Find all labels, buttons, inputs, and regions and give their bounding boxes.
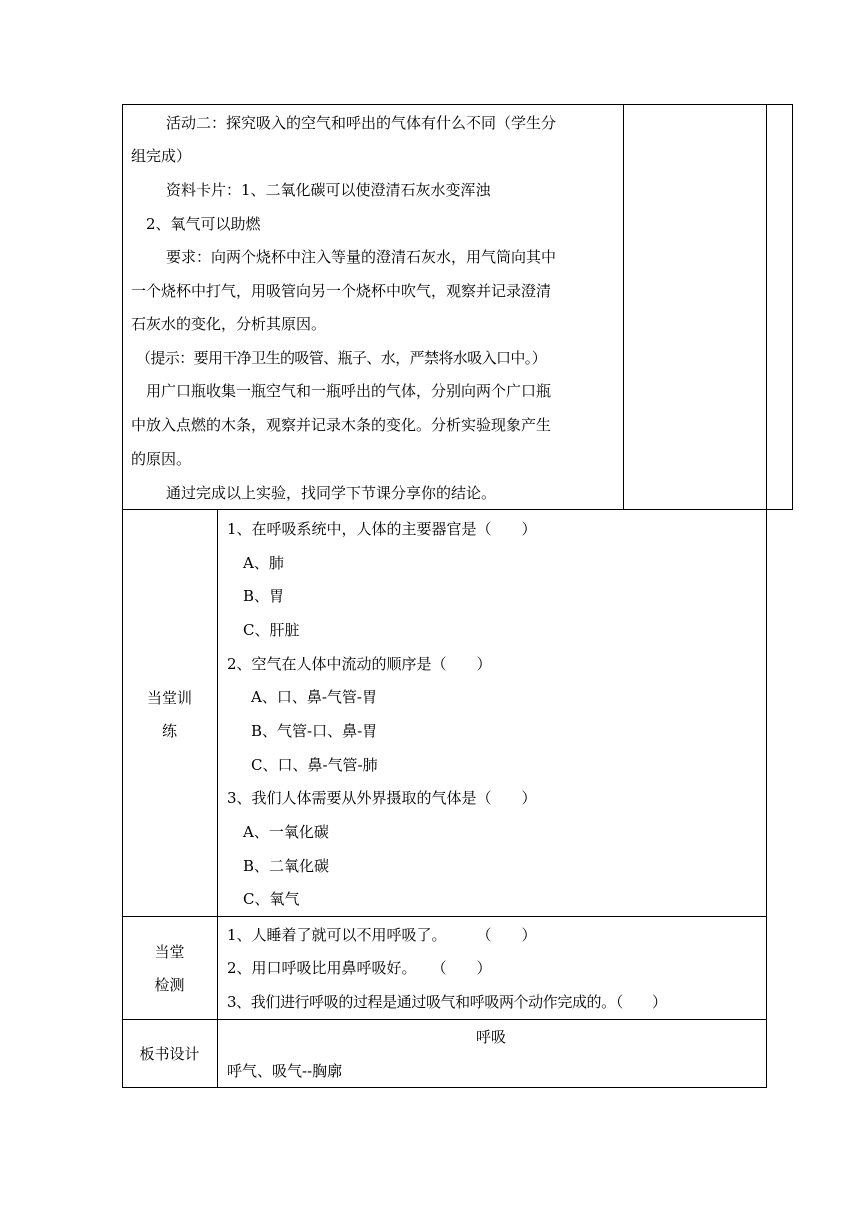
detection-question: 2、用口呼吸比用鼻呼吸好。 （ ）	[227, 959, 492, 977]
activity-line: 组完成）	[131, 147, 192, 165]
training-option: A、一氧化碳	[243, 823, 329, 841]
training-option: C、氧气	[243, 890, 300, 908]
training-option: B、气管-口、鼻-胃	[251, 722, 378, 740]
training-label-line1: 当堂训	[146, 689, 192, 707]
training-question: 1、在呼吸系统中，人体的主要器官是（ ）	[227, 520, 537, 538]
activity-line: （提示：要用干净卫生的吸管、瓶子、水，严禁将水吸入口中。）	[136, 349, 547, 367]
activity-line: 通过完成以上实验，找同学下节课分享你的结论。	[166, 484, 497, 502]
activity-divider-2	[766, 104, 767, 510]
row-divider-2	[122, 1019, 767, 1020]
activity-line: 资料卡片：1、二氧化碳可以使澄清石灰水变浑浊	[166, 181, 491, 199]
detection-label-line2: 检测	[154, 976, 185, 994]
training-option: B、胃	[243, 587, 285, 605]
activity-line: 的原因。	[131, 450, 192, 468]
training-label-line2: 练	[161, 722, 177, 740]
row-divider-1	[122, 916, 767, 917]
training-option: C、口、鼻-气管-肺	[251, 756, 378, 774]
activity-line: 2、氧气可以助燃	[146, 215, 261, 233]
table-label-divider	[217, 509, 218, 1088]
board-label: 板书设计	[139, 1045, 200, 1063]
activity-line: 活动二：探究吸入的空气和呼出的气体有什么不同（学生分	[166, 114, 557, 132]
detection-question: 1、人睡着了就可以不用呼吸了。 （ ）	[227, 926, 537, 944]
detection-label-line1: 当堂	[154, 943, 185, 961]
training-option: A、肺	[243, 554, 284, 572]
detection-question: 3、我们进行呼吸的过程是通过吸气和呼吸两个动作完成的。（ ）	[227, 993, 667, 1011]
training-question: 3、我们人体需要从外界摄取的气体是（ ）	[227, 789, 537, 807]
board-content: 呼气、吸气--胸廓	[227, 1062, 343, 1080]
training-option: B、二氧化碳	[243, 857, 330, 875]
activity-line: 一个烧杯中打气，用吸管向另一个烧杯中吹气，观察并记录澄清	[131, 282, 552, 300]
training-option: C、肝脏	[243, 621, 300, 639]
activity-line: 用广口瓶收集一瓶空气和一瓶呼出的气体，分别向两个广口瓶	[146, 382, 552, 400]
activity-divider-1	[623, 104, 624, 510]
training-question: 2、空气在人体中流动的顺序是（ ）	[227, 655, 492, 673]
board-title: 呼吸	[476, 1028, 507, 1046]
activity-line: 石灰水的变化，分析其原因。	[131, 315, 327, 333]
activity-line: 要求：向两个烧杯中注入等量的澄清石灰水，用气筒向其中	[166, 248, 557, 266]
activity-line: 中放入点燃的木条，观察并记录木条的变化。分析实验现象产生	[131, 416, 552, 434]
training-option: A、口、鼻-气管-胃	[251, 688, 377, 706]
activity-section	[122, 104, 793, 510]
